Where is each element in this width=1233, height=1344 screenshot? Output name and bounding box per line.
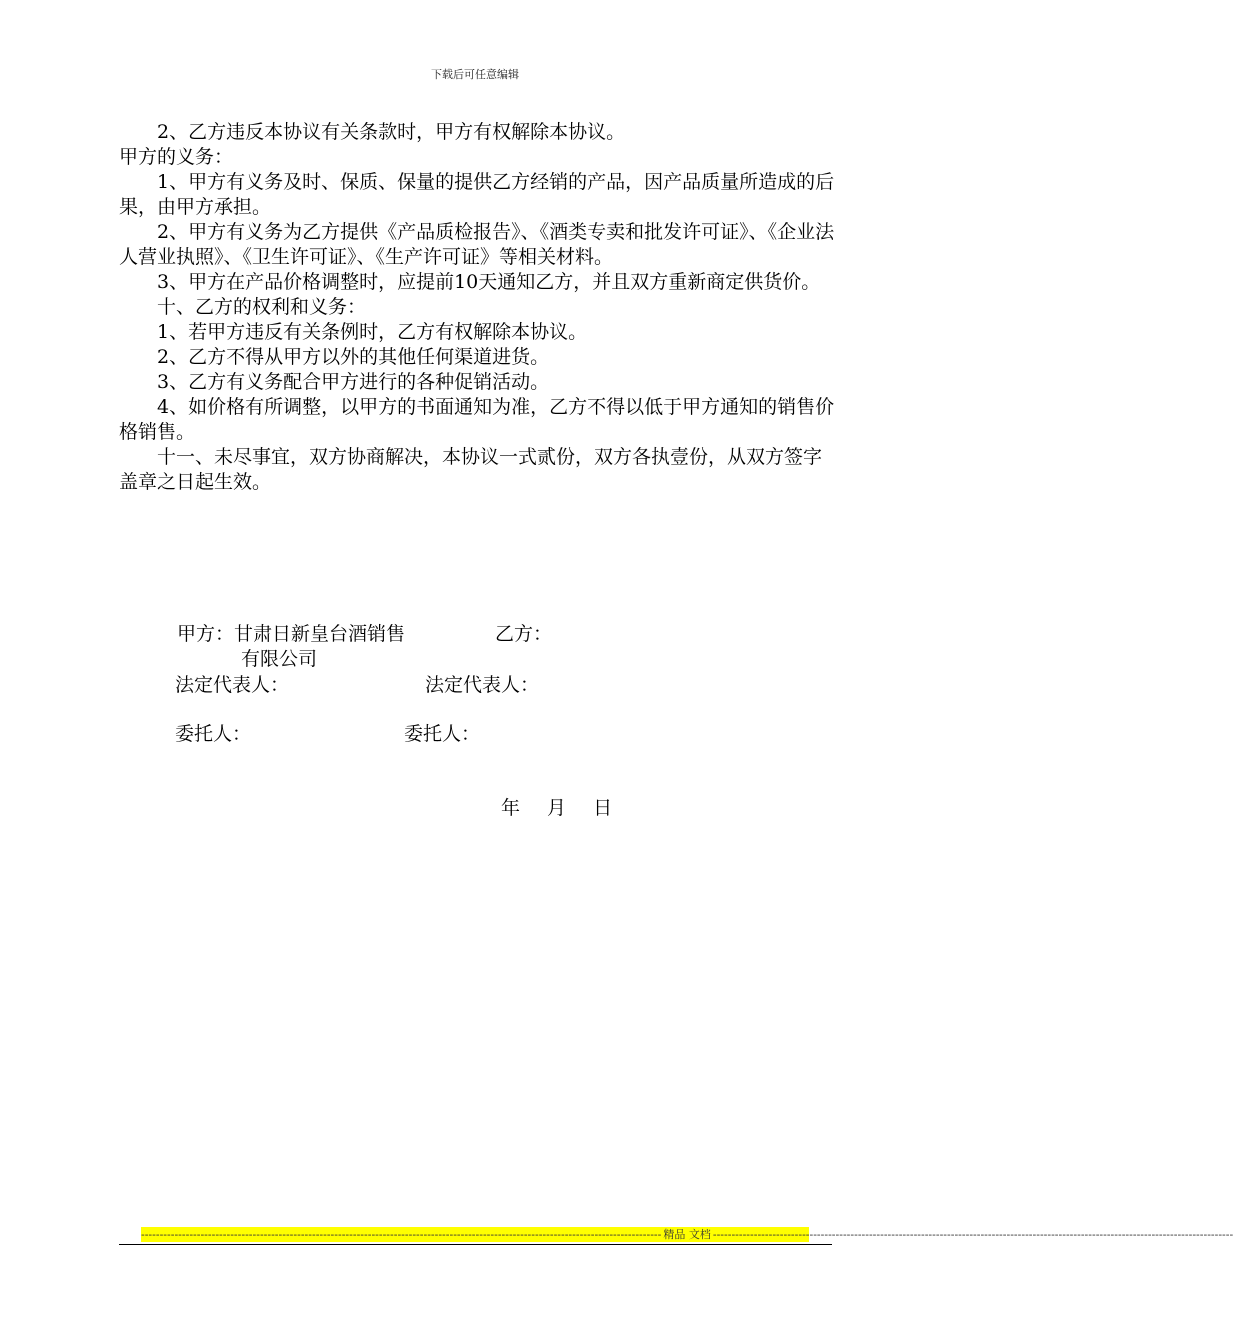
paragraph: 1、甲方有义务及时、保质、保量的提供乙方经销的产品，因产品质量所造成的后果，由甲方承担。 [119, 171, 835, 218]
section-heading: 甲方的义务： [119, 146, 234, 168]
paragraph: 2、甲方有义务为乙方提供《产品质检报告》、《酒类专卖和批发许可证》、《企业法人营业执照》、《卫生许可证》、《生产许可证》等相关材料。 [119, 221, 835, 268]
footer-band [141, 1227, 1233, 1242]
paragraph: 2、乙方不得从甲方以外的其他任何渠道进货。 [157, 346, 550, 368]
footer-dash-left: -------------------------------------------------------------------------------------------------------------------------------------------- [141, 1228, 662, 1241]
party-a-label: 甲方：甘肃日新皇台酒销售 [177, 623, 406, 645]
footer-dash-right: -------------------------------------------------------------------------------------------------------------------------------------------- [712, 1228, 1233, 1241]
footer-label: 精品 文档 [663, 1228, 711, 1241]
party-a-name-line2: 有限公司 [241, 648, 318, 670]
signing-date: 年 月 日 [501, 797, 613, 819]
party-b-representative: 法定代表人： [425, 674, 540, 696]
paragraph: 4、如价格有所调整，以甲方的书面通知为准，乙方不得以低于甲方通知的销售价格销售。 [119, 396, 835, 443]
party-b-label: 乙方： [495, 623, 553, 645]
paragraph: 3、乙方有义务配合甲方进行的各种促销活动。 [157, 371, 550, 393]
party-b-agent: 委托人： [404, 723, 481, 745]
paragraph: 1、若甲方违反有关条例时，乙方有权解除本协议。 [157, 321, 588, 343]
paragraph: 2、乙方违反本协议有关条款时，甲方有权解除本协议。 [157, 121, 626, 143]
party-a-agent: 委托人： [175, 723, 252, 745]
document-body [119, 120, 835, 495]
party-a-representative: 法定代表人： [175, 674, 290, 696]
header-note: 下载后可任意编辑 [431, 68, 519, 81]
section-heading: 十、乙方的权利和义务： [157, 296, 367, 318]
paragraph: 3、甲方在产品价格调整时，应提前10天通知乙方，并且双方重新商定供货价。 [157, 271, 821, 293]
paragraph: 十一、未尽事宜，双方协商解决，本协议一式贰份，双方各执壹份，从双方签字盖章之日起生效。 [119, 446, 823, 493]
footer-rule [119, 1244, 832, 1245]
